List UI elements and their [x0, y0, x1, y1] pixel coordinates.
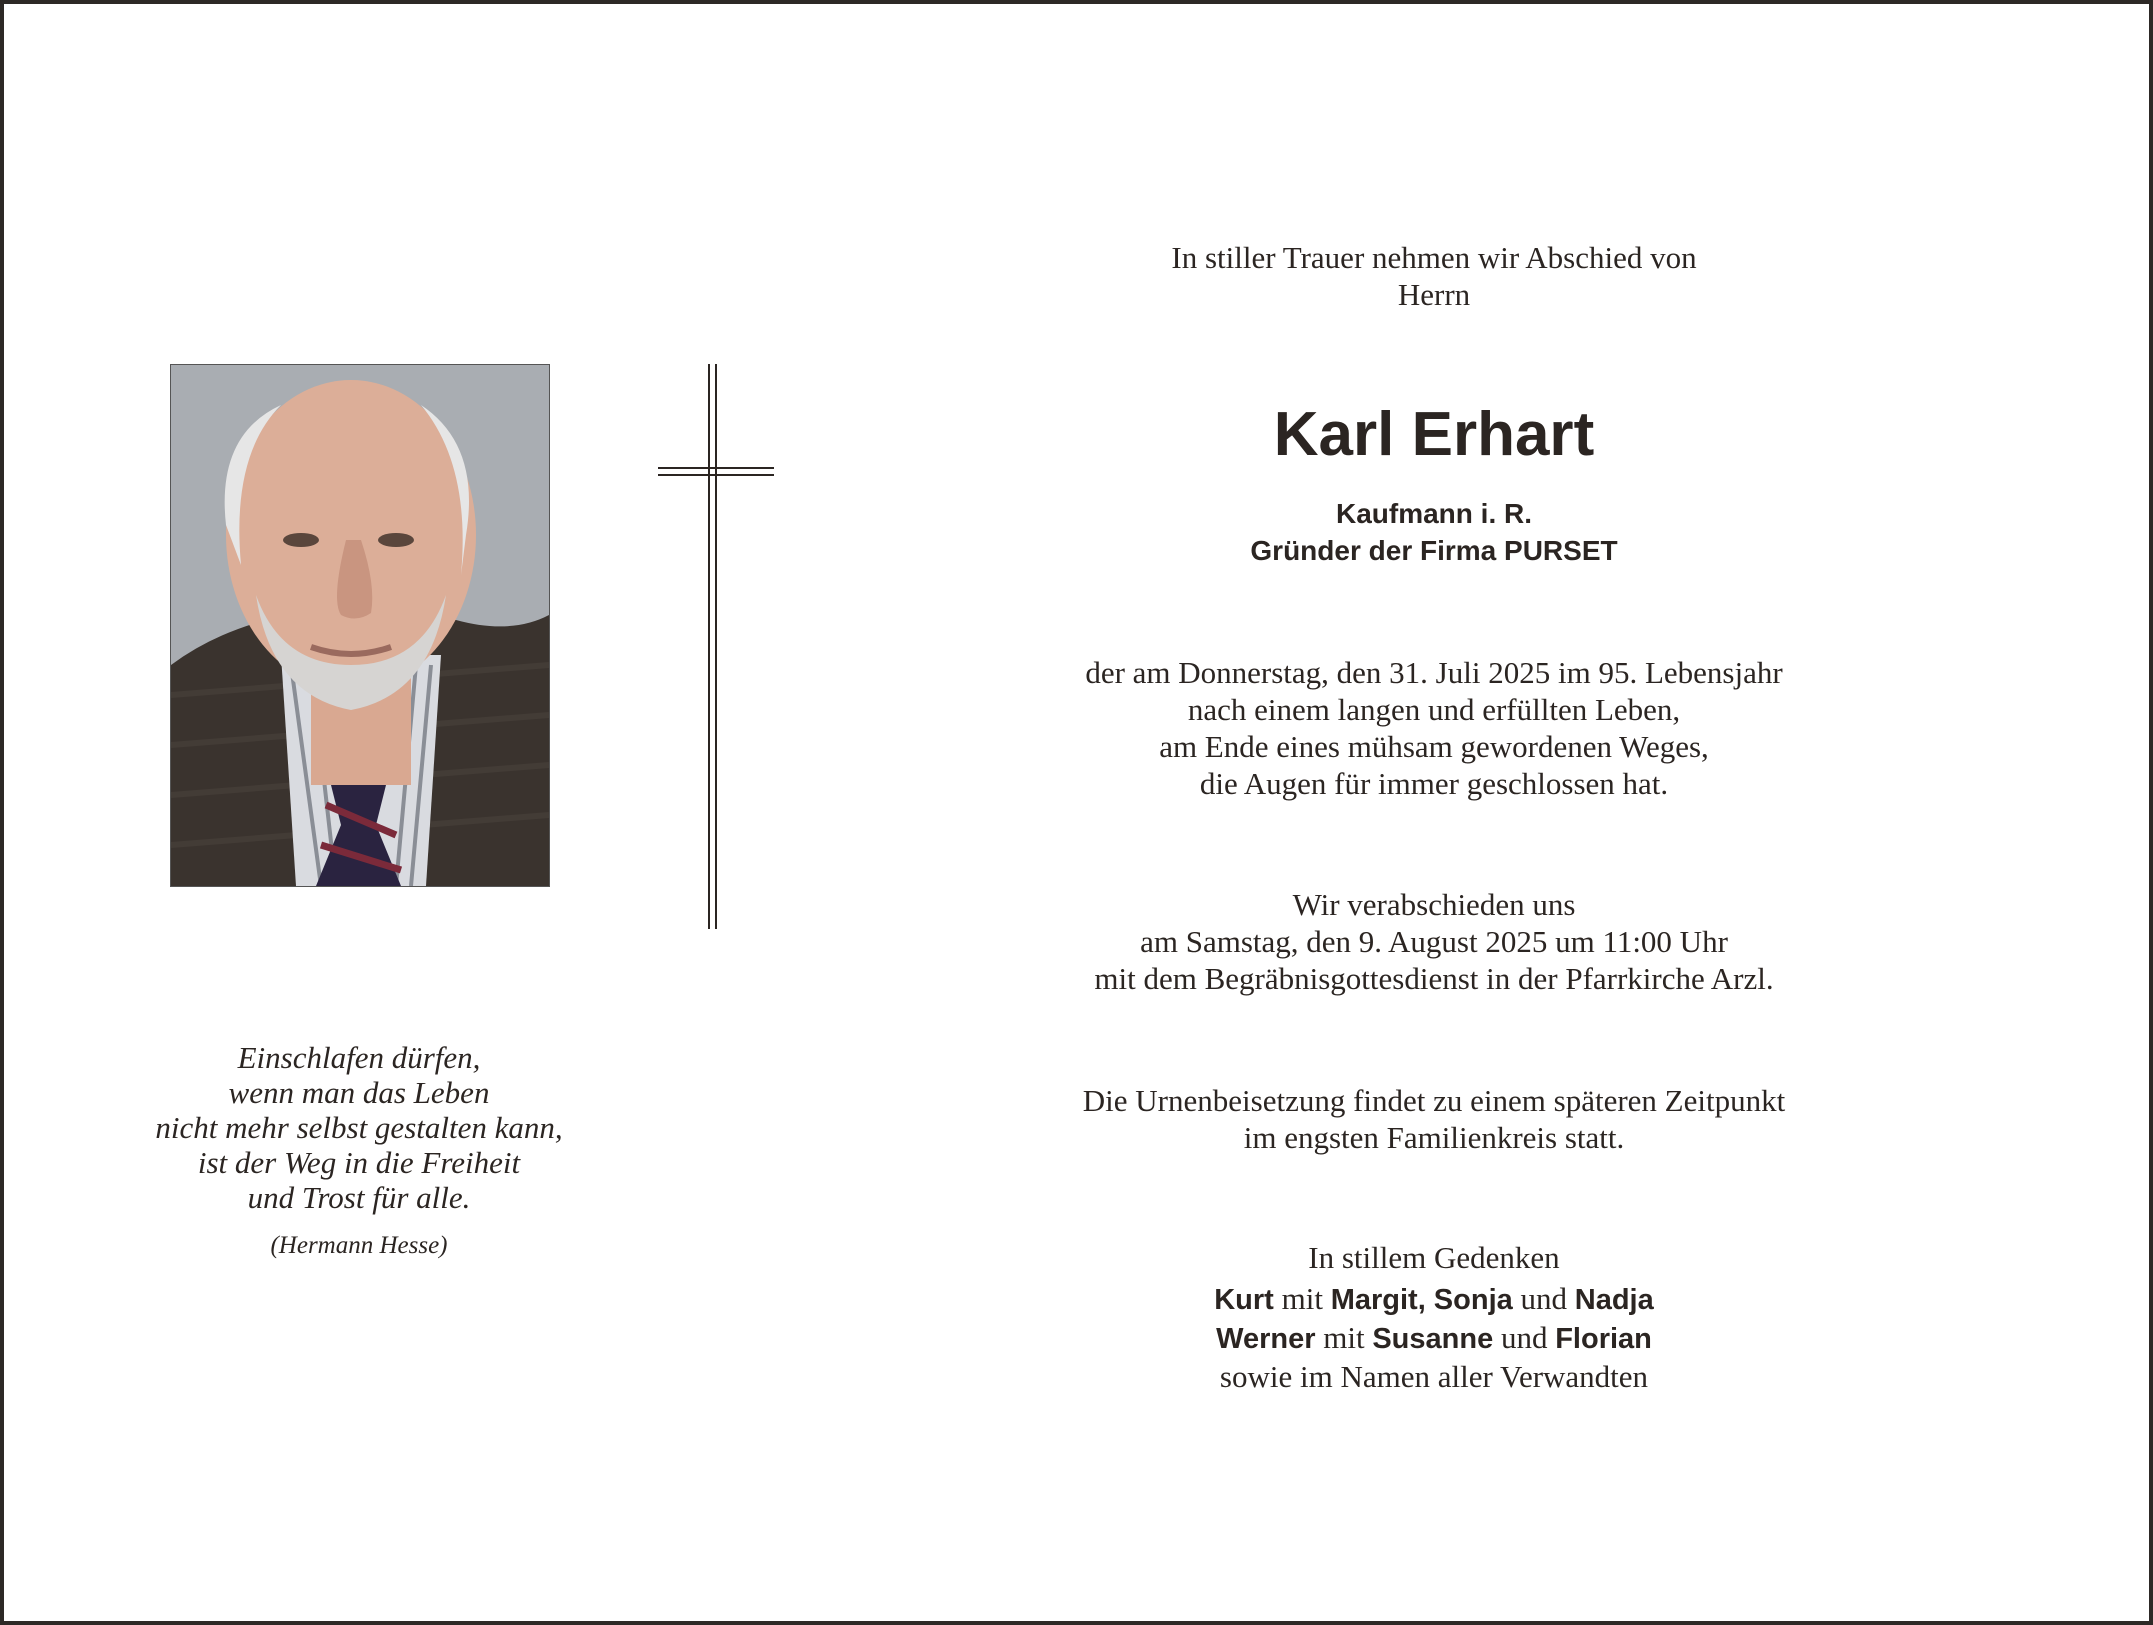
mourner-name: Werner	[1216, 1323, 1316, 1355]
title-line: Kaufmann i. R.	[1335, 498, 1532, 529]
mourner-name: Kurt	[1214, 1284, 1274, 1316]
death-notice	[994, 654, 1874, 802]
mourner-name: Margit, Sonja	[1330, 1284, 1513, 1316]
memory-heading: In stillem Gedenken	[1308, 1240, 1560, 1275]
quote-line: Einschlafen dürfen,	[237, 1040, 481, 1075]
intro-line: In stiller Trauer nehmen wir Abschied von	[1171, 240, 1697, 275]
intro-line: Herrn	[1397, 277, 1471, 312]
quote	[64, 1040, 654, 1215]
mourner-name: Susanne	[1372, 1323, 1494, 1355]
farewell-line: Wir verabschieden uns	[1292, 887, 1576, 922]
mourner-name: Florian	[1555, 1323, 1652, 1355]
mourners-row	[994, 1280, 1874, 1319]
conjunction: mit	[1281, 1281, 1323, 1316]
mourner-name: Nadja	[1574, 1284, 1654, 1316]
title-line: Gründer der Firma PURSET	[1250, 535, 1618, 566]
memory-section	[994, 1239, 1874, 1395]
memory-closing: sowie im Namen aller Verwandten	[1219, 1359, 1649, 1394]
urn-notice	[994, 1082, 1874, 1156]
deceased-name: Karl Erhart	[1273, 400, 1595, 469]
death-line: die Augen für immer geschlossen hat.	[1199, 766, 1669, 801]
death-line: nach einem langen und erfüllten Leben,	[1187, 692, 1681, 727]
urn-line: Die Urnenbeisetzung findet zu einem späteren Zeitpunkt	[1082, 1083, 1786, 1118]
farewell-line: mit dem Begräbnisgottesdienst in der Pfarrkirche Arzl.	[1094, 961, 1774, 996]
quote-line: nicht mehr selbst gestalten kann,	[155, 1110, 563, 1145]
mourners-row	[994, 1319, 1874, 1358]
farewell-notice	[994, 886, 1874, 997]
deceased-titles	[994, 495, 1874, 569]
conjunction: mit	[1323, 1320, 1365, 1355]
farewell-line: am Samstag, den 9. August 2025 um 11:00 Uhr	[1140, 924, 1728, 959]
portrait-photo	[170, 364, 550, 887]
cross-icon	[658, 364, 774, 929]
quote-line: wenn man das Leben	[228, 1075, 490, 1110]
quote-line: ist der Weg in die Freiheit	[197, 1145, 521, 1180]
urn-line: im engsten Familienkreis statt.	[1243, 1120, 1625, 1155]
quote-author: (Hermann Hesse)	[270, 1232, 448, 1259]
death-line: am Ende eines mühsam gewordenen Weges,	[1159, 729, 1709, 764]
death-line: der am Donnerstag, den 31. Juli 2025 im 95. Lebensjahr	[1085, 655, 1783, 690]
intro	[994, 239, 1874, 313]
quote-line: und Trost für alle.	[247, 1180, 471, 1215]
conjunction: und	[1520, 1281, 1568, 1316]
conjunction: und	[1500, 1320, 1548, 1355]
